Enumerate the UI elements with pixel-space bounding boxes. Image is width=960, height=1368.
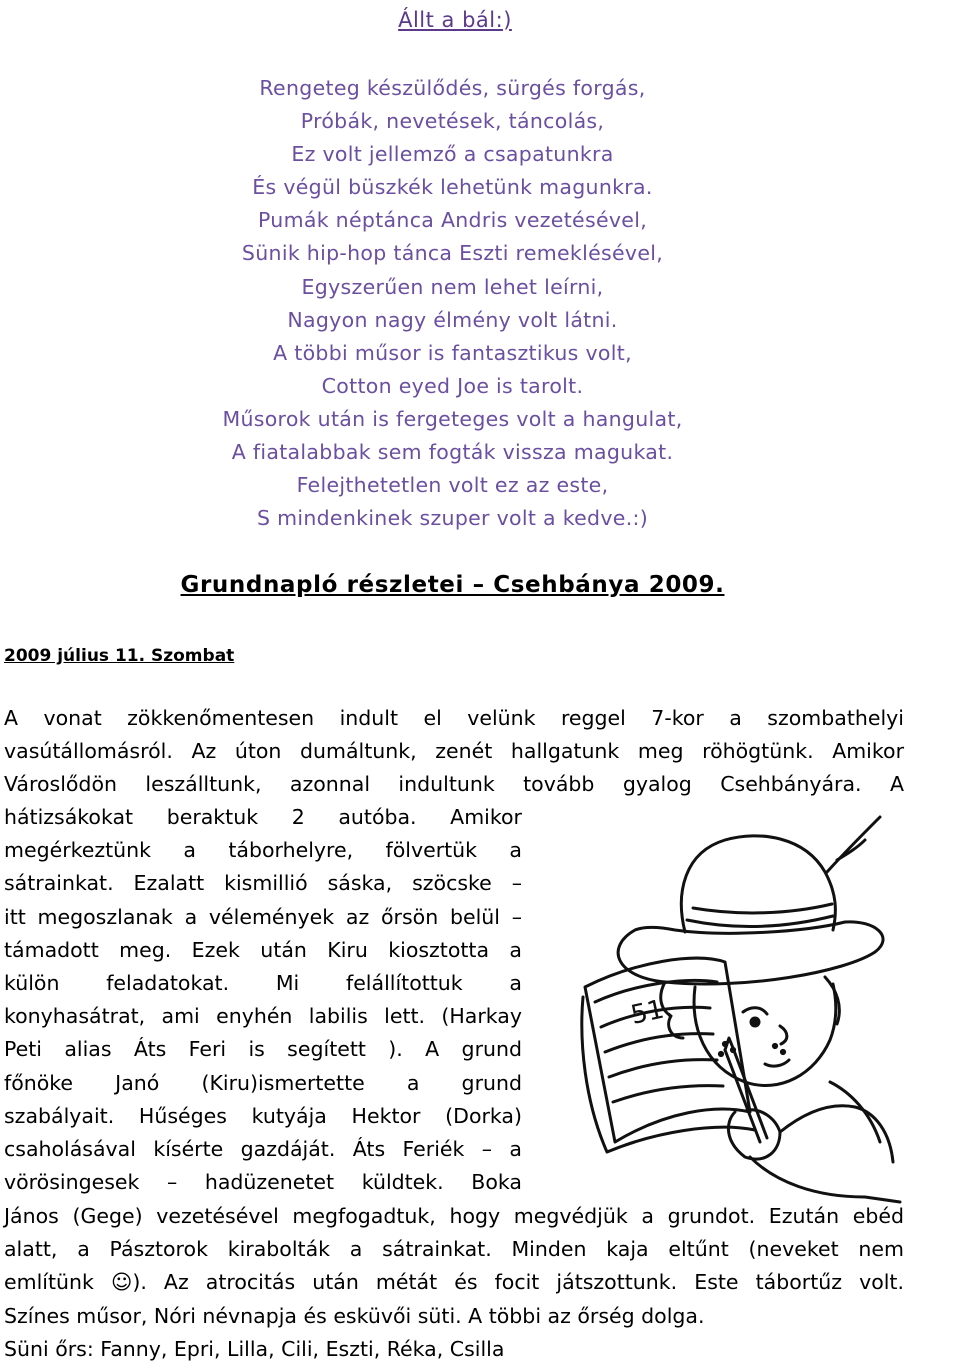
poem-line: Cotton eyed Joe is tarolt. xyxy=(321,373,584,398)
diary-paragraph-beside-illustration xyxy=(4,801,522,1199)
text-line: megérkeztünk a táborhelyre, fölvertük a xyxy=(4,838,522,863)
poem-line: Műsorok után is fergeteges volt a hangulat, xyxy=(222,406,683,431)
diary-paragraph-end xyxy=(4,1200,904,1366)
scout-child-writing-icon xyxy=(575,812,905,1212)
text-line: főnöke Janó (Kiru)ismertette a grund xyxy=(4,1070,522,1095)
poem-line: Próbák, nevetések, táncolás, xyxy=(300,109,605,134)
text-line: szabályait. Hűséges kutyája Hektor (Dorka) xyxy=(4,1103,522,1128)
poem xyxy=(0,72,905,535)
section-heading: Grundnapló részletei – Csehbánya 2009. xyxy=(180,572,725,598)
poem-line: Nagyon nagy élmény volt látni. xyxy=(287,307,618,332)
text-line: említünk ☺). Az atrocitás után métát és focit játszottunk. Este tábortűz volt. xyxy=(4,1270,904,1295)
poem-line: Ez volt jellemző a csapatunkra xyxy=(291,142,614,167)
text-line: konyhasátrat, ami enyhén labilis lett. (Harkay xyxy=(4,1004,522,1029)
text-line: csaholásával kísérte gazdáját. Áts Feriék – a xyxy=(4,1136,522,1161)
poem-line: S mindenkinek szuper volt a kedve.:) xyxy=(256,506,649,531)
poem-line: A fiatalabbak sem fogták vissza magukat. xyxy=(231,440,674,465)
page-title: Állt a bál:) xyxy=(398,8,512,32)
poem-line: Pumák néptánca Andris vezetésével, xyxy=(257,208,648,233)
text-line: Színes műsor, Nóri névnapja és esküvői süti. A többi az őrség dolga. xyxy=(4,1303,705,1328)
text-line: vörösingesek – hadüzenetet küldtek. Boka xyxy=(4,1170,522,1195)
text-line: Peti alias Áts Feri is segített ). A grund xyxy=(4,1037,522,1062)
text-line: támadott meg. Ezek után Kiru kiosztotta a xyxy=(4,937,522,962)
signature-line: Süni őrs: Fanny, Epri, Lilla, Cili, Eszti, Réka, Csilla xyxy=(4,1336,505,1361)
text-line: A vonat zökkenőmentesen indult el velünk reggel 7-kor a szombathelyi xyxy=(4,706,904,730)
text-line: alatt, a Pásztorok kirabolták a sátrainkat. Minden kaja eltűnt (neveket nem xyxy=(4,1237,904,1262)
poem-line: Egyszerűen nem lehet leírni, xyxy=(301,274,604,299)
diary-date: 2009 július 11. Szombat xyxy=(4,646,235,666)
diary-paragraph-intro xyxy=(4,702,904,802)
notebook-text: 51. xyxy=(628,992,675,1031)
text-line: külön feladatokat. Mi felállítottuk a xyxy=(4,970,522,995)
poem-line: Sünik hip-hop tánca Eszti remeklésével, xyxy=(241,241,664,266)
text-line: Városlődön leszálltunk, azonnal indultunk tovább gyalog Csehbányára. A xyxy=(4,772,904,797)
text-line: itt megoszlanak a vélemények az őrsön belül – xyxy=(4,904,522,929)
text-line: sátrainkat. Ezalatt kismillió sáska, szöcske – xyxy=(4,871,522,896)
text-line: vasútállomásról. Az úton dumáltunk, zenét hallgatunk meg röhögtünk. Amikor xyxy=(4,739,904,764)
poem-line: Felejthetetlen volt ez az este, xyxy=(296,473,609,498)
poem-line: És végül büszkék lehetünk magunkra. xyxy=(252,175,653,200)
text-line: hátizsákokat beraktuk 2 autóba. Amikor xyxy=(4,805,522,829)
poem-line: A többi műsor is fantasztikus volt, xyxy=(273,340,632,365)
poem-line: Rengeteg készülődés, sürgés forgás, xyxy=(259,76,646,100)
text-line: János (Gege) vezetésével megfogadtuk, hogy megvédjük a grundot. Ezután ebéd xyxy=(4,1204,904,1228)
